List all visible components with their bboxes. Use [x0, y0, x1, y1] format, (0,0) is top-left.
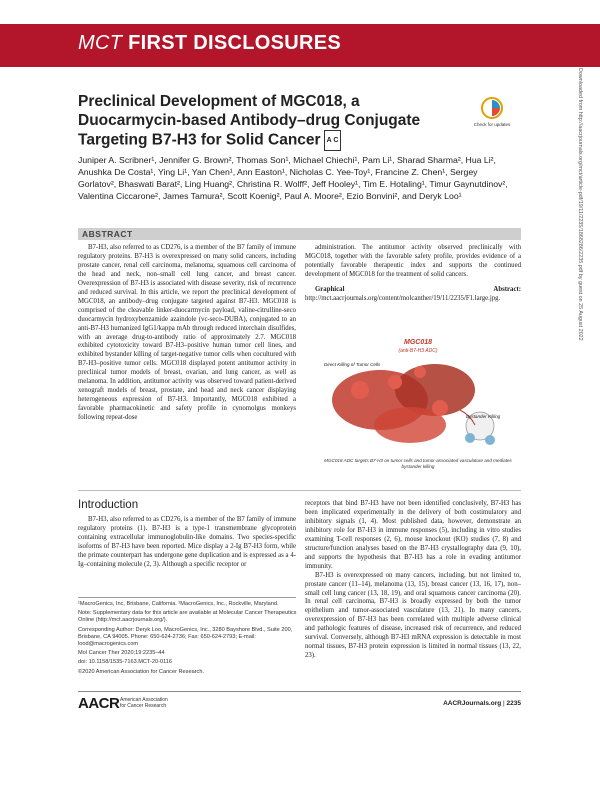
footnote-doi[interactable]: doi: 10.1158/1535-7163.MCT-20-0116 — [78, 659, 173, 666]
footnotes — [78, 601, 300, 678]
figure-label-bystander: Bystander Killing — [466, 414, 501, 419]
crossmark-icon[interactable] — [473, 96, 511, 130]
introduction-paragraph-continued: receptors that bind B7-H3 have not been identified conclusively, B7-H3 has been implicated experimentally in the delivery of both costimulatory and inhibitory signals (1, 4). Most published data, however, demonstrate an inhibitory role for B7-H3 in immune responses (5), including in vitro studies examining T-cell responses (2, 6), mouse knockout (KO) studies (7, 8) and structure/function analyses based on the B7-H3 crystallography data (9, 10), and supports the hypothesis that B7-H3 has a role in evading antitumor immunity. — [305, 500, 521, 570]
author-list: Juniper A. Scribner¹, Jennifer G. Brown², Thomas Son¹, Michael Chiechi¹, Pam Li¹, Sharad Sharma², Hua Li², Anushka De Costa¹, Ying Li¹, Yan Chen¹, Ann Easton¹, Nicholas C. Yee-Toy¹, Francine Z. Chen¹, Sergey Gorlatov², Bhaswati Barat², Ling Huang², Christina R. Wolff², Jeff Hooley¹, Tim E. Hotaling¹, Timur Gaynutdinov², Valentina Ciccarone², James Tamura², Scott Koenig², Paul A. Moore², Ezio Bonvini², and Deryk Loo¹ — [78, 155, 508, 201]
footnote-affiliations: ¹MacroGenics, Inc, Brisbane, California. ²MacroGenics, Inc., Rockville, Maryland. — [78, 601, 279, 607]
footnote-divider — [78, 597, 296, 598]
figure-subtitle: (anti-B7-H3 ADC) — [398, 348, 438, 354]
aacr-logo-subtitle: American Association for Cancer Research — [120, 697, 168, 709]
footnote-copyright: ©2020 American Association for Cancer Research. — [78, 668, 205, 675]
abstract-divider — [78, 490, 521, 491]
page-number: 2235 — [506, 700, 521, 707]
introduction-left-column — [78, 516, 296, 570]
figure-label-direct-killing: Direct Killing of Tumor Cells — [324, 362, 381, 367]
introduction-heading: Introduction — [78, 499, 139, 511]
journal-banner — [0, 24, 600, 67]
abstract-paragraph-continued: administration. The antitumor activity observed preclinically with MGC018, together with the favorable safety profile, provides evidence of a potentially favorable therapeutic index and supports the continued development of MGC018 for the treatment of solid cancers. — [305, 244, 521, 278]
introduction-paragraph: B7-H3, also referred to as CD276, is a member of the B7 family of immune regulatory proteins (1). B7-H3 is a type-1 transmembrane glycoprotein containing extracellular immunoglobulin-like domains. Two species-specific isoforms of B7-H3 have been reported. Mice display a 2-Ig B7-H3 form, while the primate counterpart has undergone gene duplication and is expressed as a 4-Ig–containing molecule (2, 3). Although a specific receptor or — [78, 516, 296, 568]
abstract-paragraph: B7-H3, also referred to as CD276, is a member of the B7 family of immune regulatory proteins. B7-H3 is overexpressed on many solid cancers, including prostate cancer, renal cell carcinoma, melanoma, squamous cell carcinoma of the head and neck, non–small cell lung cancer, and breast cancer. Overexpression of B7-H3 is associated with disease severity, risk of recurrence and reduced survival. In this article, we report the preclinical development of MGC018, an antibody–drug conjugate targeted against B7-H3. MGC018 is comprised of the cleavable linker-duocarmycin payload, valine-citrulline-seco duocarmycin hydroxybenzamide azaindole (vc-seco-DUBA), conjugated to an anti-B7-H3 humanized IgG1/kappa mAb through reduced interchain disulfides, with an average drug-to-antibody ratio of approximately 2.7. MGC018 exhibited cytotoxicity toward B7-H3–positive human tumor cell lines, and exhibited bystander killing of target-negative tumor cells when cocultured with B7-H3–positive tumor cells. MGC018 displayed potent antitumor activity in preclinical tumor models of breast, ovarian, and lung cancer, as well as melanoma. In addition, antitumor activity was observed toward patient-derived xenograft models of breast, prostate, and head and neck cancer displaying heterogeneous expression of B7-H3. Importantly, MGC018 exhibited a favorable pharmacokinetic and safety profile in cynomolgus monkeys following repeat-dose — [78, 244, 296, 422]
footnote-supplementary: Note: Supplementary data for this article are available at Molecular Cancer Therapeutics Online (http://mct.aacrjournals.org/). — [78, 610, 297, 624]
introduction-paragraph-2: B7-H3 is overexpressed on many cancers, including, but not limited to, prostate cancer (11–14), melanoma (13, 15), breast cancer (13, 16, 17), non–small cell lung cancer (13, 18, 19), and oral squamous cancer carcinoma (20). In renal cell carcinoma, B7-H3 is broadly expressed by both the tumor epithelium and tumor-associated vasculature (13, 21). In many cancers, overexpression of B7-H3 has been correlated with multiple adverse clinical and pathologic features of disease, increased risk of recurrence, and reduced survival. Conversely, although B7-H3 mRNA expression is detectable in most normal tissues, B7-H3 protein expression is limited in normal tissues (13, 22, 23). — [305, 571, 521, 660]
figure-title: MGC018 — [403, 339, 433, 346]
download-side-note: Downloaded from http://aacrjournals.org/mct/article-pdf/19/11/2235/1868286/2235.pdf by guest on 25 August 2022 — [577, 68, 583, 341]
introduction-right-column — [305, 500, 521, 661]
banner-title: MCT FIRST DISCLOSURES — [78, 32, 341, 54]
graphical-abstract-link[interactable]: http://mct.aacrjournals.org/content/molcanther/19/11/2235/F1.large.jpg. — [305, 294, 501, 302]
abstract-heading: ABSTRACT — [82, 229, 133, 239]
graphical-abstract-figure — [320, 330, 516, 480]
graphical-abstract-line: Graphical Abstract: http://mct.aacrjournals.org/content/molcanther/19/11/2235/F1.large.jpg. — [305, 285, 521, 302]
journal-url[interactable]: AACRJournals.org — [443, 700, 502, 707]
footnote-citation: Mol Cancer Ther 2020;19:2235–44 — [78, 650, 165, 657]
crossmark-label: Check for updates — [473, 122, 511, 127]
abstract-heading-bar — [78, 228, 521, 240]
aacr-logo: AACR — [78, 695, 120, 712]
footer-divider — [78, 691, 521, 692]
footnote-corresponding-author: Corresponding Author: Deryk Loo, MacroGenics, Inc., 3280 Bayshore Blvd., Suite 200, Brisbane, CA 94005. Phone: 650-624-2736; Fax: 650-624-2793; E-mail: lood@macrogenics.com — [78, 626, 293, 648]
abstract-right-column — [305, 244, 521, 304]
footer-journal-page: AACRJournals.org | 2235 — [443, 700, 521, 707]
article-title: Preclinical Development of MGC018, a Duocarmycin-based Antibody–drug Conjugate Targeting B7-H3 for Solid Cancer A C — [78, 92, 458, 151]
open-access-badge: A C — [324, 130, 342, 151]
abstract-left-column — [78, 244, 296, 423]
figure-caption: MGC018 ADC targets B7-H3 on tumor cells and tumor-associated vasculature and mediates bystander killing — [324, 458, 512, 469]
